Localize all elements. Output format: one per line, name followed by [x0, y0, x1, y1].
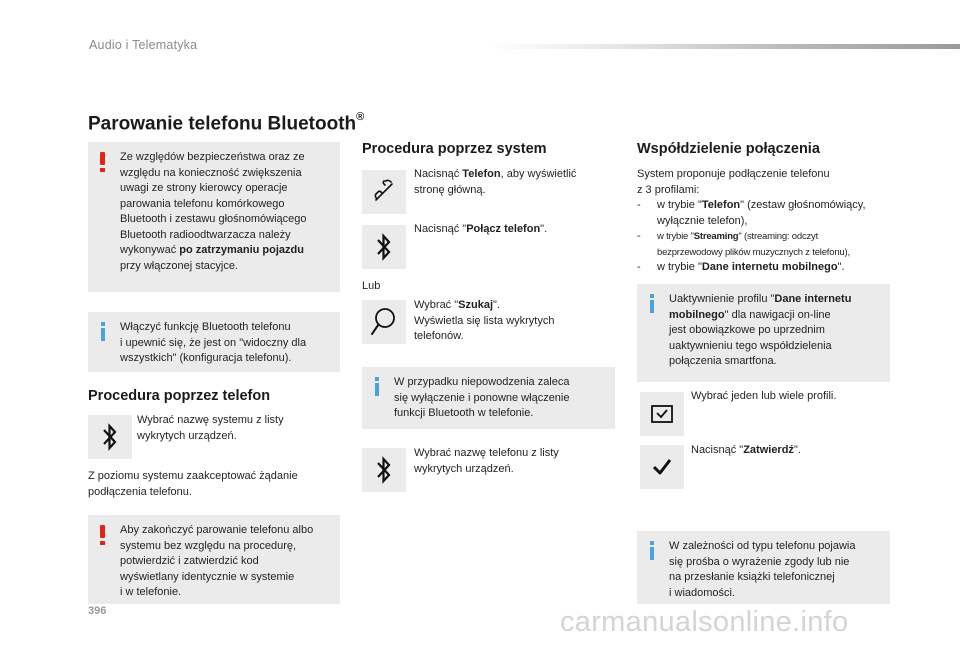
- watermark: carmanualsonline.info: [560, 606, 849, 638]
- text-line: uwagi ze strony kierowcy operacje: [120, 182, 288, 194]
- info-icon: [375, 383, 379, 396]
- system-step-3: Wybrać "Szukaj". Wyświetla się lista wykrytych telefonów.: [414, 299, 555, 342]
- sharing-step-1: Wybrać jeden lub wiele profili.: [691, 390, 837, 402]
- warning-icon-dot: [100, 541, 105, 545]
- bluetooth-icon: [375, 232, 393, 262]
- system-step-1: Nacisnąć Telefon, aby wyświetlić stronę główną.: [414, 168, 577, 196]
- search-tile: [362, 300, 406, 344]
- text-line: względu na konieczność zwiększenia: [120, 166, 302, 179]
- text-line: Ze względów bezpieczeństwa oraz ze: [120, 151, 305, 163]
- list-item: - w trybie "Dane internetu mobilnego".: [637, 261, 845, 273]
- text-line: potwierdzić i zatwierdzić kod: [120, 555, 259, 567]
- text-line: wyświetlany identycznie w systemie: [120, 570, 295, 583]
- header-decorative-bar: [490, 44, 960, 49]
- list-item: - w trybie "Telefon" (zestaw głośnomówiący, wyłącznie telefon),: [637, 199, 866, 227]
- list-item: - w trybie "Streaming" (streaming: odczyt bezprzewodowy plików muzycznych z telefonu),: [637, 230, 850, 258]
- text-line: się wyłączenie i ponowne włączenie: [394, 391, 570, 404]
- text-line: na przesłanie książki telefonicznej: [669, 571, 835, 583]
- bluetooth-icon: [375, 455, 393, 485]
- info-icon: [101, 328, 105, 341]
- warning-icon-dot: [100, 168, 105, 172]
- text-line: mobilnego" dla nawigacji on-line: [669, 308, 831, 321]
- info-icon-dot: [375, 377, 379, 381]
- text-line: Aby zakończyć parowanie telefonu albo: [120, 524, 314, 536]
- text-line: wszystkich" (konfiguracja telefonu).: [120, 352, 292, 364]
- bluetooth-icon: [101, 422, 119, 452]
- phone-accept-paragraph: Z poziomu systemu zaakceptować żądanie podłączenia telefonu.: [88, 470, 298, 498]
- section-title-phone-procedure: Procedura poprzez telefon: [88, 388, 271, 404]
- registered-mark: ®: [356, 111, 365, 123]
- pairing-code-warning-box: [88, 515, 340, 604]
- warning-icon: [100, 152, 105, 165]
- text-line: W zależności od typu telefonu pojawia: [669, 540, 856, 552]
- or-label: Lub: [362, 280, 381, 292]
- phone-step-1: Wybrać nazwę systemu z listy wykrytych urządzeń.: [137, 414, 284, 442]
- text-line: się prośba o wyrażenie zgody lub nie: [669, 555, 850, 568]
- info-icon-dot: [650, 541, 654, 545]
- text-line: przy włączonej stacyjce.: [120, 259, 238, 272]
- text-line: wykonywać po zatrzymaniu pojazdu: [120, 244, 304, 256]
- section-title-system-procedure: Procedura poprzez system: [362, 141, 547, 157]
- failure-info-box: [362, 367, 615, 429]
- bluetooth-tile: [88, 415, 132, 459]
- text-line: połączenia smartfona.: [669, 355, 777, 367]
- text-line: jest obowiązkowe po uprzednim: [669, 324, 825, 336]
- header-section-title: Audio i Telematyka: [89, 38, 198, 52]
- info-icon: [650, 547, 654, 560]
- page-number: 396: [88, 605, 107, 617]
- telephone-tile: [362, 170, 406, 214]
- text-line: i wiadomości.: [669, 586, 736, 599]
- text-line: Włączyć funkcję Bluetooth telefonu: [120, 321, 291, 333]
- search-icon: [370, 307, 398, 337]
- text-line: Bluetooth i zestawu głośnomówiącego: [120, 213, 307, 225]
- profile-select-tile: [640, 392, 684, 436]
- text-line: parowania telefonu komórkowego: [120, 197, 285, 210]
- sharing-profiles-list: System proponuje podłączenie telefonu z 3 profilami: - w trybie "Telefon" (zestaw głośnomówiący, wyłącznie telefon), - w trybie "Streaming" (streaming: odczyt bezprzewodowy plików muzycznych z telefonu), - w trybie "Dane internetu mobilnego".: [637, 167, 897, 276]
- bluetooth-tile: [362, 225, 406, 269]
- text-line: i w telefonie.: [120, 586, 182, 598]
- info-icon-dot: [650, 294, 654, 298]
- info-icon-dot: [101, 322, 105, 326]
- profile-select-icon: [649, 402, 675, 426]
- text-line: funkcji Bluetooth w telefonie.: [394, 407, 534, 419]
- text-line: Uaktywnienie profilu "Dane internetu: [669, 293, 852, 305]
- mobile-data-info-box: [637, 284, 890, 382]
- text-line: systemu bez względu na procedurę,: [120, 539, 297, 552]
- sharing-step-2: Nacisnąć "Zatwierdź".: [691, 444, 801, 456]
- checkmark-icon: [651, 457, 673, 477]
- info-icon: [650, 300, 654, 313]
- text-line: uaktywnieniu tego współdzielenia: [669, 339, 832, 352]
- bluetooth-info-box: [88, 312, 340, 372]
- system-step-2: Nacisnąć "Połącz telefon".: [414, 223, 548, 235]
- page-title: Parowanie telefonu Bluetooth®: [88, 111, 365, 135]
- text-line: i upewnić się, że jest on "widoczny dla: [120, 336, 307, 349]
- safety-warning-box: [88, 142, 340, 292]
- system-step-4: Wybrać nazwę telefonu z listy wykrytych urządzeń.: [414, 447, 559, 475]
- warning-icon: [100, 525, 105, 538]
- phonebook-info-box: [637, 531, 890, 604]
- text-line: Bluetooth radioodtwarzacza należy: [120, 228, 291, 241]
- phone-handset-icon: [371, 179, 397, 205]
- text-line: W przypadku niepowodzenia zaleca: [394, 376, 570, 388]
- bluetooth-tile: [362, 448, 406, 492]
- section-title-connection-sharing: Współdzielenie połączenia: [637, 141, 820, 157]
- confirm-tile: [640, 445, 684, 489]
